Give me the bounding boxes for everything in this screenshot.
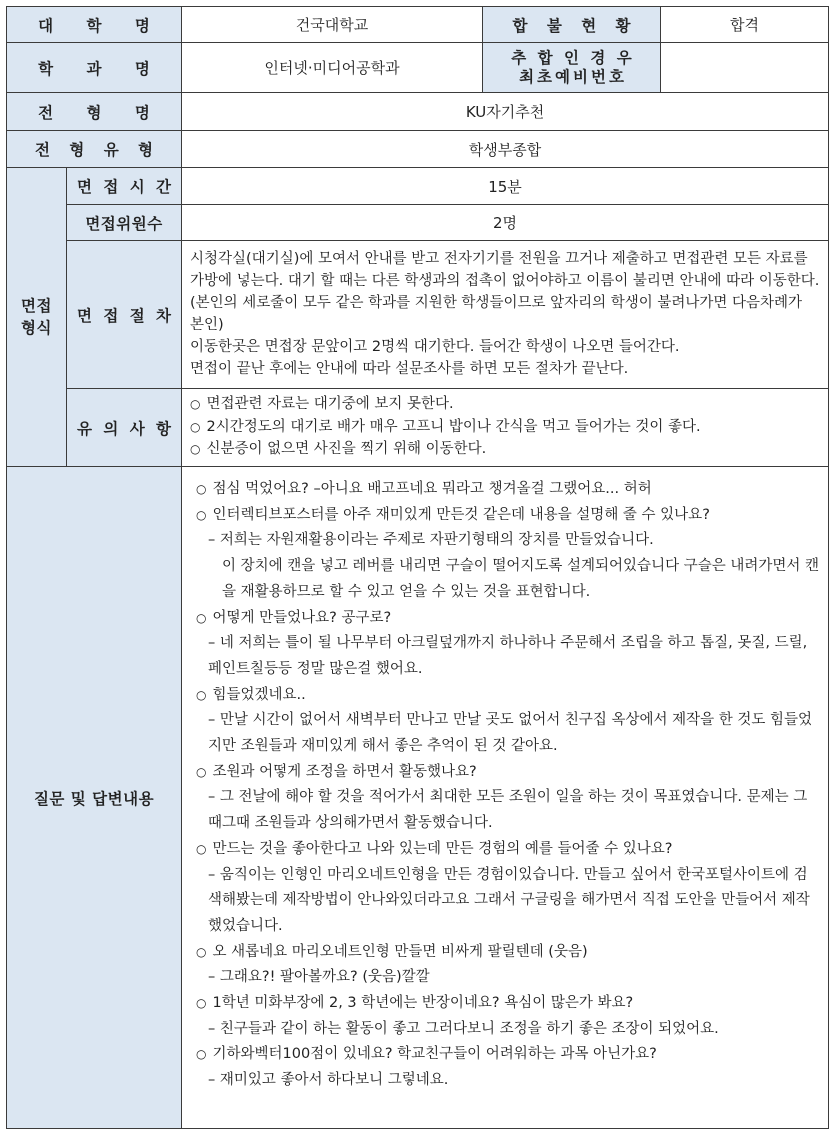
procedure-line: 이동한곳은 면접장 문앞이고 2명씩 대기한다. 들어간 학생이 나오면 들어간다.: [190, 339, 680, 355]
qa-question: ○ 1학년 미화부장에 2, 3 학년에는 반장이네요? 욕심이 많은가 봐요?: [192, 991, 820, 1017]
waitlist-value: [661, 43, 829, 93]
row-qa: [7, 467, 829, 1129]
row-admission-type: [7, 131, 829, 168]
result-value: 합격: [661, 7, 829, 43]
qa-question: ○ 인터렉티브포스터를 아주 재미있게 만든것 같은데 내용을 설명해 줄 수 있나요?: [192, 503, 820, 529]
qa-label: 질문 및 답변내용: [7, 467, 182, 1129]
row-admission-name: [7, 93, 829, 131]
notes-item: ○ 신분증이 없으면 사진을 찍기 위해 이동한다.: [190, 438, 820, 461]
waitlist-label: [483, 43, 661, 93]
row-panel-count: [7, 205, 829, 241]
admission-type-value: 학생부종합: [182, 131, 829, 168]
department-value: 인터넷·미디어공학과: [182, 43, 483, 93]
interview-report-table: [6, 6, 829, 1129]
admission-type-label: 전 형 유 형: [7, 131, 182, 168]
procedure-label: 면 접 절 차: [67, 241, 182, 389]
panel-count-label: 면접위원수: [67, 205, 182, 241]
qa-answer: – 저희는 자원재활용이라는 주제로 자판기형태의 장치를 만들었습니다.: [208, 532, 654, 549]
qa-answer: – 만날 시간이 없어서 새벽부터 만나고 만날 곳도 없어서 친구집 옥상에서 제작을 한 것도 힘들었지만 조원들과 재미있게 해서 좋은 추억이 된 것 같아요.: [208, 712, 813, 755]
notes-item: ○ 면접관련 자료는 대기중에 보지 못한다.: [190, 393, 820, 416]
university-label: 대 학 명: [7, 7, 182, 43]
notes-list: [182, 389, 829, 467]
admission-name-label: 전 형 명: [7, 93, 182, 131]
qa-answer: – 재미있고 좋아서 하다보니 그렇네요.: [208, 1072, 449, 1089]
qa-content: [182, 467, 829, 1129]
procedure-line: 시청각실(대기실)에 모여서 안내를 받고 전자기기를 전원을 끄거나 제출하고 면접관련 모든 자료를 가방에 넣는다. 대기 할 때는 다른 학생과의 접촉이 없어야하고 이름이 불리면 안내에 따라 이동한다. (본인의 세로줄이 모두 같은 학과를 지원한 학생들이므로 앞자리의 학생이 불려나가면 다음차례가 본인): [190, 251, 820, 333]
qa-question: ○ 기하와벡터100점이 있네요? 학교친구들이 어려워하는 과목 아닌가요?: [192, 1042, 820, 1068]
procedure-line: 면접이 끝난 후에는 안내에 따라 설문조사를 하면 모든 절차가 끝난다.: [190, 361, 629, 377]
waitlist-label-line1: 추 합 인 경 우: [511, 48, 635, 67]
row-university: [7, 7, 829, 43]
waitlist-label-line2: 최초예비번호: [519, 67, 627, 86]
university-value: 건국대학교: [182, 7, 483, 43]
qa-answer: – 그래요?! 팔아볼까요? (웃음)깔깔: [208, 969, 430, 986]
interview-time-value: 15분: [182, 168, 829, 205]
admission-name-value: KU자기추천: [182, 93, 829, 131]
department-label: 학 과 명: [7, 43, 182, 93]
qa-question: ○ 조원과 어떻게 조정을 하면서 활동했나요?: [192, 760, 820, 786]
result-label: 합 불 현 황: [483, 7, 661, 43]
procedure-text: [182, 241, 829, 389]
interview-format-label: [7, 168, 67, 467]
qa-answer: – 움직이는 인형인 마리오네트인형을 만든 경험이있습니다. 만들고 싶어서 한국포털사이트에 검색해봤는데 제작방법이 안나와있더라고요 그래서 구글링을 해가면서 직접 도안을 만들어서 제작했었습니다.: [208, 866, 810, 934]
qa-question: ○ 점심 먹었어요? –아니요 배고프네요 뭐라고 챙겨올걸 그랬어요... 허허: [192, 477, 820, 503]
row-department: [7, 43, 829, 93]
row-notes: [7, 389, 829, 467]
qa-question: ○ 힘들었겠네요..: [192, 683, 820, 709]
qa-question: ○ 만드는 것을 좋아한다고 나와 있는데 만든 경험의 예를 들어줄 수 있나요?: [192, 837, 820, 863]
qa-question: ○ 어떻게 만들었나요? 공구로?: [192, 606, 820, 632]
notes-label: 유 의 사 항: [67, 389, 182, 467]
qa-answer: – 네 저희는 틀이 될 나무부터 아크릴덮개까지 하나하나 주문해서 조립을 하고 톱질, 못질, 드릴, 페인트칠등등 정말 많은걸 했어요.: [208, 635, 808, 677]
panel-count-value: 2명: [182, 205, 829, 241]
qa-answer: – 그 전날에 해야 할 것을 적어가서 최대한 모든 조원이 일을 하는 것이 목표였습니다. 문제는 그때그때 조원들과 상의해가면서 활동했습니다.: [208, 789, 808, 832]
notes-item: ○ 2시간정도의 대기로 배가 매우 고프니 밥이나 간식을 먹고 들어가는 것이 좋다.: [190, 416, 820, 439]
interview-time-label: 면 접 시 간: [67, 168, 182, 205]
qa-question: ○ 오 새롭네요 마리오네트인형 만들면 비싸게 팔릴텐데 (웃음): [192, 940, 820, 966]
interview-format-label-line2: 형식: [21, 319, 52, 337]
row-interview-time: [7, 168, 829, 205]
row-procedure: [7, 241, 829, 389]
qa-answer: 이 장치에 캔을 넣고 레버를 내리면 구슬이 떨어지도록 설계되어있습니다 구슬은 내려가면서 캔을 재활용하므로 할 수 있고 얻을 수 있는 것을 표현합니다.: [222, 558, 819, 600]
interview-format-label-line1: 면접: [21, 297, 52, 315]
qa-answer: – 친구들과 같이 하는 활동이 좋고 그러다보니 조정을 하기 좋은 조장이 되었어요.: [208, 1020, 719, 1037]
